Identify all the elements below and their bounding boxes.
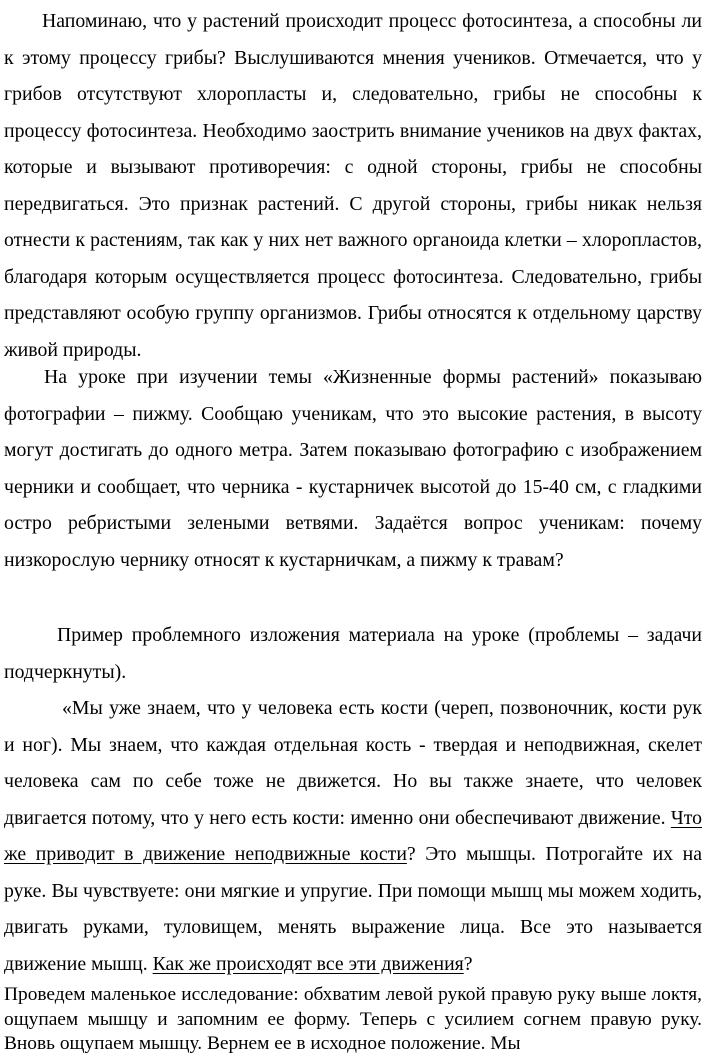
underlined-problem-question: Что же приводит в движение неподвижные кости (4, 806, 702, 865)
text-segment: «Мы уже знаем, что у человека есть кости (череп, позвоночник, кости рук и ног). Мы знаем, что каждая отдельная кость - твердая и неподвижная, скелет человека сам по себе тоже не движется. Но вы также знаете, что человек двигается потому, что у него есть кости: именно они обеспечивают движение. (4, 697, 702, 829)
paragraph-fungi-photosynthesis: Напоминаю, что у растений происходит процесс фотосинтеза, а способны ли к этому процессу грибы? Выслушиваются мнения учеников. Отмечается, что у грибов отсутствуют хлоропласты и, следовательно, грибы не способны к процессу фотосинтеза. Необходимо заострить внимание учеников на двух фактах, которые и вызывают противоречия: с одной стороны, грибы не способны передвигаться. Это признак растений. С другой стороны, грибы никак нельзя отнести к растениям, так как у них нет важного органоида клетки – хлоропластов, благодаря которым осуществляется процесс фотосинтеза. Следовательно, грибы представляют особую группу организмов. Грибы относятся к отдельному царству живой природы. (4, 10, 702, 361)
paragraph-plant-life-forms: На уроке при изучении темы «Жизненные формы растений» показываю фотографии – пижму. Сообщаю ученикам, что это высокие растения, в высоту могут достигать до одного метра. Затем показываю фотографию с изображением черники и сообщает, что черника - кустарничек высотой до 15-40 см, с гладкими остро ребристыми зелеными ветвями. Задаётся вопрос ученикам: почему низкорослую чернику относят к кустарничкам, а пижму к травам? (4, 366, 702, 571)
text-segment: ? (463, 952, 473, 975)
paragraph-muscle-experiment: Проведем маленькое исследование: обхватим левой рукой правую руку выше локтя, ощупаем мышцу и запомним ее форму. Теперь с усилием согнем правую руку. Вновь ощупаем мышцу. Вернем ее в исходное положение. Мы (4, 984, 702, 1054)
paragraph-problem-example-intro: Пример проблемного изложения материала на уроке (проблемы – задачи подчеркнуты). (4, 624, 702, 683)
text-segment: ? Это мышцы. Потрогайте их на руке. Вы чувствуете: они мягкие и упругие. При помощи мышц мы можем ходить, двигать руками, туловищем, менять выражение лица. Все это называется движение мышц. (4, 843, 702, 975)
underlined-problem-question: Как же происходят все эти движения (152, 952, 464, 975)
paragraph-bones-muscles (4, 690, 702, 982)
